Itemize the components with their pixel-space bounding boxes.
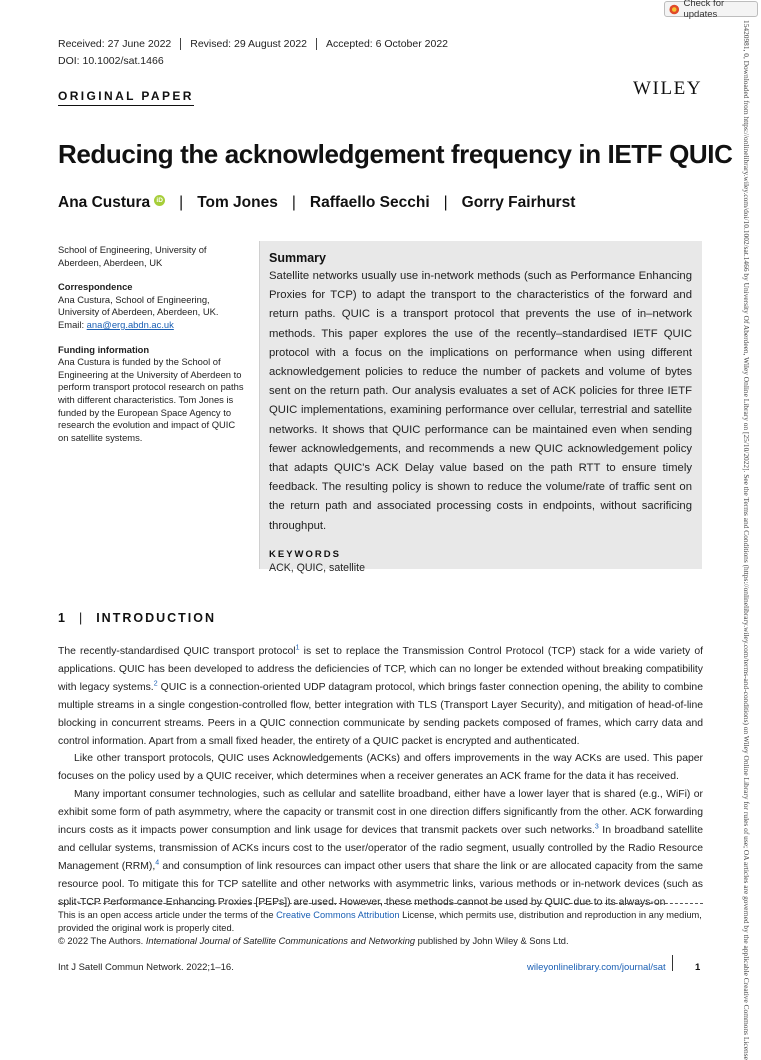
section-heading bbox=[58, 611, 216, 625]
correspondence-text: Ana Custura, School of Engineering, University of Aberdeen, Aberdeen, UK. bbox=[58, 293, 219, 318]
citation-link[interactable]: 4 bbox=[155, 859, 160, 867]
summary-heading: Summary bbox=[269, 251, 326, 265]
text-run: This is an open access article under the terms of the bbox=[58, 910, 277, 920]
orcid-icon[interactable]: iD bbox=[154, 195, 165, 206]
check-for-updates-button[interactable] bbox=[664, 0, 758, 20]
paragraph bbox=[58, 643, 703, 750]
section-separator: | bbox=[78, 611, 85, 625]
copyright-line bbox=[58, 935, 703, 948]
funding-text: Ana Custura is funded by the School of Engineering at the University of Aberdeen to perform transport protocol research on paths with different characteristics. Tom Jones is funded by the European Space Agency to research the evolution and impact of QUIC on satellite systems. bbox=[58, 356, 244, 443]
section-title: INTRODUCTION bbox=[96, 611, 217, 625]
author-separator: | bbox=[291, 194, 296, 211]
citation-link[interactable]: 1 bbox=[295, 644, 300, 652]
license-link[interactable]: Creative Commons Attribution bbox=[276, 910, 400, 920]
author-name[interactable]: Tom Jones bbox=[197, 194, 278, 211]
text-run: Many important consumer technologies, such as cellular and satellite broadband, either have a lower layer that is shared (e.g., WiFi) or exhibit some form of path asymmetry, where the capacity or transmit cost in one direction differs significantly from the other. ACK forwarding incurs costs as it impacts power consumption and link usage for devices that transmit packets over such networks. bbox=[58, 789, 703, 837]
text-run: QUIC is a connection-oriented UDP datagram protocol, which brings faster connection opening, the ability to combine multiple streams in a single congestion-controlled flow, better integration with TLS (Transport Layer Security), and mitigation of head-of-line blocking in concurrent streams. Peers in a QUIC connection communicate by sending packets composed of frames, which carry data and control information. Apart from a small fixed header, the entirety of a QUIC packet is encrypted and authenticated. bbox=[58, 681, 703, 747]
journal-name: International Journal of Satellite Communications and Networking bbox=[145, 935, 416, 946]
journal-citation: Int J Satell Commun Network. 2022;1–16. bbox=[58, 962, 234, 973]
email-label: Email: bbox=[58, 318, 87, 330]
article-dates bbox=[58, 38, 457, 50]
revised-date: Revised: 29 August 2022 bbox=[180, 38, 316, 50]
text-run: License, which permits use, distribution and reproduction in any medium, provided the original work is properly cited. bbox=[58, 910, 702, 933]
text-run: © 2022 The Authors. bbox=[58, 935, 146, 946]
author-name[interactable]: Gorry Fairhurst bbox=[461, 194, 576, 211]
check-for-updates-label: Check for updates bbox=[683, 0, 725, 20]
author-name[interactable]: Raffaello Secchi bbox=[309, 194, 430, 211]
keywords-heading: KEYWORDS bbox=[269, 548, 341, 560]
email-link[interactable]: ana@erg.abdn.ac.uk bbox=[86, 318, 174, 330]
license-footnote bbox=[58, 909, 703, 948]
paragraph: Like other transport protocols, QUIC uses Acknowledgements (ACKs) and offers improvements in the way ACKs are used. This paper focuses on the policy used by a QUIC receiver, which determines when a receiver generates an ACK frame for the data it has received. bbox=[58, 753, 703, 783]
summary-box bbox=[259, 241, 702, 574]
author-info-sidebar bbox=[58, 244, 248, 456]
download-notice: 15420981, 0, Downloaded from https://onlinelibrary.wiley.com/doi/10.1002/sat.1466 by University Of Aberdeen, Wiley Online Library on [25/10/2022]. See the Terms and Conditions (https://onlinelibrary.wiley.com/terms-and-conditions) on Wiley Online Library for rules of use; OA articles are governed by the applicable Creative Commons License bbox=[742, 20, 751, 1060]
received-date: Received: 27 June 2022 bbox=[58, 38, 172, 50]
introduction-body bbox=[58, 643, 703, 912]
citation-link[interactable]: 2 bbox=[153, 680, 158, 688]
funding-heading: Funding information bbox=[58, 343, 150, 355]
license-line bbox=[58, 909, 703, 935]
section-label: ORIGINAL PAPER bbox=[58, 89, 194, 106]
text-run: and consumption of link resources can impact other users that share the link or are allocated capacity from the same resource pool. To mitigate this for TCP satellite and other networks with asymmetric links, various methods or in-network devices (such as split-TCP Performance Enhancing Proxies [PEPs]) are used. However, these methods cannot be used by QUIC due to its always-on bbox=[58, 860, 703, 908]
page-number: 1 bbox=[695, 962, 701, 973]
affiliation: School of Engineering, University of Aberdeen, Aberdeen, UK bbox=[58, 244, 207, 268]
correspondence bbox=[58, 281, 248, 331]
text-run: is set to replace the Transmission Control Protocol (TCP) stack for a wide variety of applications. QUIC has been developed to address the deficiencies of TCP, which can no longer be extended without breaking compatibility with legacy systems. bbox=[58, 646, 703, 693]
text-run: published by John Wiley & Sons Ltd. bbox=[415, 935, 569, 946]
summary-text: Satellite networks usually use in-network methods (such as Performance Enhancing Proxies for TCP) to adapt the transport to the characteristics of the forward and return paths. QUIC is a transport protocol that prevents the use of in–network methods. This paper explores the use of the recently–standardised IETF QUIC protocol with a focus on the implications on performance when using different acknowledgement policies to reduce the number of packets and volume of bytes sent on the return path. Our analysis evaluates a set of ACK policies for three IETF QUIC implementations, examining performance over cellular, terrestrial and satellite networks. It shows that QUIC performance can be maintained even when sending fewer acknowledgements, and recommends a new QUIC acknowledgement policy that adapts QUIC's ACK Delay value based on the path RTT to ensure timely feedback. The resulting policy is shown to reduce the volume/rate of traffic sent on the return path and associated processing costs in endpoints, without sacrificing throughput. bbox=[269, 270, 692, 532]
author-name[interactable]: Ana Custura bbox=[58, 194, 151, 211]
accepted-date: Accepted: 6 October 2022 bbox=[316, 38, 457, 50]
citation-link[interactable]: 3 bbox=[594, 823, 599, 831]
section-number: 1 bbox=[58, 611, 67, 625]
text-run: In broadband satellite and cellular systems, transmission of ACKs incurs cost to the user/operator of the radio segment, usually controlled by the Radio Resource Management (RRM), bbox=[58, 825, 703, 872]
text-run: The recently-standardised QUIC transport protocol bbox=[58, 646, 296, 657]
author-list bbox=[58, 194, 575, 212]
footnote-divider bbox=[58, 903, 703, 904]
author-separator: | bbox=[443, 194, 448, 211]
crossmark-icon bbox=[669, 4, 679, 15]
correspondence-heading: Correspondence bbox=[58, 281, 133, 293]
footer-divider bbox=[672, 955, 673, 971]
funding bbox=[58, 344, 248, 445]
author-separator: | bbox=[179, 194, 184, 211]
paragraph bbox=[58, 786, 703, 911]
publisher-logo: WILEY bbox=[633, 78, 703, 99]
doi: DOI: 10.1002/sat.1466 bbox=[58, 55, 164, 67]
journal-url-link[interactable]: wileyonlinelibrary.com/journal/sat bbox=[527, 962, 666, 973]
paper-title: Reducing the acknowledgement frequency in IETF QUIC bbox=[58, 139, 733, 169]
keywords: ACK, QUIC, satellite bbox=[269, 561, 365, 574]
